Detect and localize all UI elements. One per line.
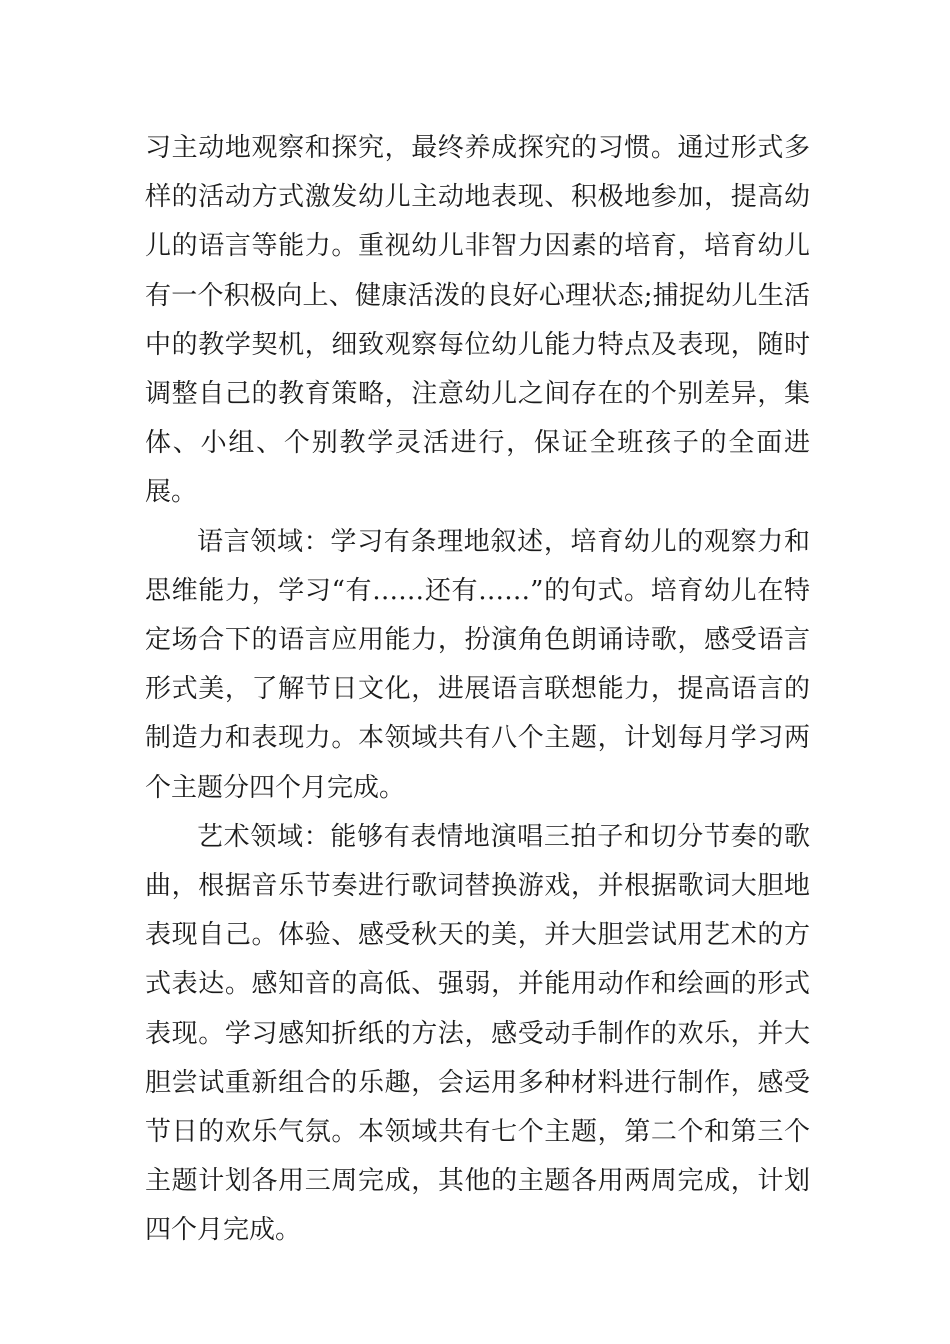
document-page — [145, 124, 810, 1256]
paragraph-continuation: 习主动地观察和探究，最终养成探究的习惯。通过形式多样的活动方式激发幼儿主动地表现、积极地参加，提高幼儿的语言等能力。重视幼儿非智力因素的培育，培育幼儿有一个积极向上、健康活泼的良好心理状态;捕捉幼儿生活中的教学契机，细致观察每位幼儿能力特点及表现，随时调整自己的教育策略，注意幼儿之间存在的个别差异，集体、小组、个别教学灵活进行，保证全班孩子的全面进展。 — [145, 133, 810, 508]
paragraph-language-domain: 语言领域：学习有条理地叙述，培育幼儿的观察力和思维能力，学习“有……还有……”的句式。培育幼儿在特定场合下的语言应用能力，扮演角色朗诵诗歌，感受语言形式美，了解节日文化，进展语言联想能力，提高语言的制造力和表现力。本领域共有八个主题，计划每月学习两个主题分四个月完成。 — [145, 526, 810, 803]
paragraph-art-domain: 艺术领域：能够有表情地演唱三拍子和切分节奏的歌曲，根据音乐节奏进行歌词替换游戏，并根据歌词大胆地表现自己。体验、感受秋天的美，并大胆尝试用艺术的方式表达。感知音的高低、强弱，并能用动作和绘画的形式表现。学习感知折纸的方法，感受动手制作的欢乐，并大胆尝试重新组合的乐趣，会运用多种材料进行制作，感受节日的欢乐气氛。本领域共有七个主题，第二个和第三个主题计划各用三周完成，其他的主题各用两周完成，计划四个月完成。 — [145, 821, 810, 1246]
